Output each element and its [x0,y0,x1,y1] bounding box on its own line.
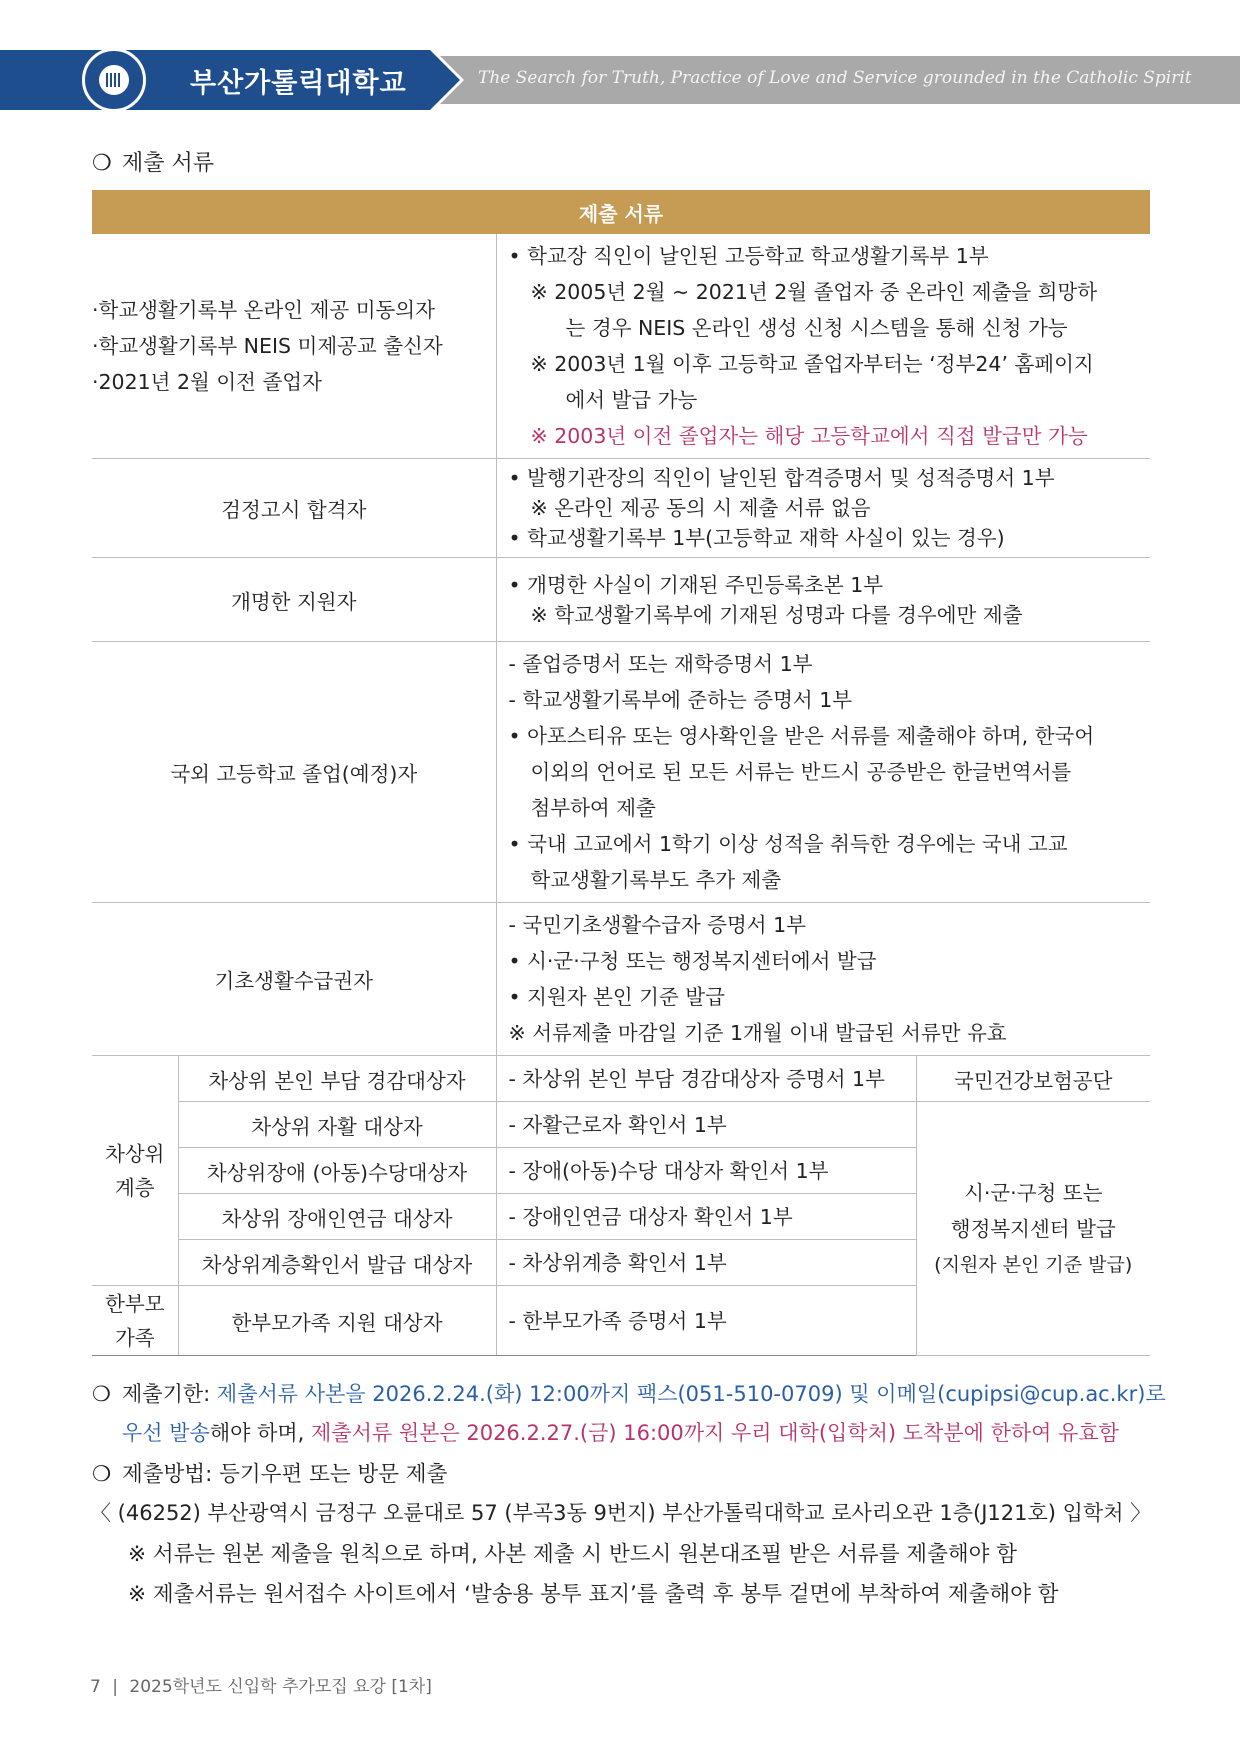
page-number: 7 [90,1677,101,1697]
sub-target: 차상위장애 (아동)수당대상자 [178,1148,496,1194]
circle-bullet-icon: ❍ [92,1462,112,1487]
table-header: 제출 서류 [92,191,1150,234]
sub-target: 차상위 본인 부담 경감대상자 [178,1056,496,1102]
row-docs: • 개명한 사실이 기재된 주민등록초본 1부 ※ 학교생활기록부에 기재된 성명과 다를 경우에만 제출 [496,558,1150,642]
submission-method: ❍ 제출방법: 등기우편 또는 방문 제출 [92,1462,448,1487]
row-target: 기초생활수급권자 [92,903,496,1056]
sub-doc: - 장애(아동)수당 대상자 확인서 1부 [496,1148,916,1194]
row-docs: • 발행기관장의 직인이 날인된 합격증명서 및 성적증명서 1부 ※ 온라인 제공 동의 시 제출 서류 없음 • 학교생활기록부 1부(고등학교 재학 사실이 있는 경우) [496,459,1150,558]
sub-doc: - 자활근로자 확인서 1부 [496,1102,916,1148]
sub-doc: - 차상위계층 확인서 1부 [496,1240,916,1286]
address: 〈 (46252) 부산광역시 금정구 오륜대로 57 (부곡3동 9번지) 부산가톨릭대학교 로사리오관 1층(J121호) 입학처 〉 [90,1501,1152,1525]
table-row [92,903,1150,1056]
sub-target: 한부모가족 지원 대상자 [178,1286,496,1356]
university-slogan: The Search for Truth, Practice of Love and Service grounded in the Catholic Spirit [478,68,1192,88]
note-envelope: ※ 제출서류는 원서접수 사이트에서 ‘발송용 봉투 표지’를 출력 후 봉투 겉면에 부착하여 제출해야 함 [128,1582,1059,1607]
sub-target: 차상위계층확인서 발급 대상자 [178,1240,496,1286]
table-row [92,558,1150,642]
table-row [92,459,1150,558]
circle-bullet-icon: ❍ [92,1382,111,1406]
university-name: 부산가톨릭대학교 [190,68,407,99]
row-target: 국외 고등학교 졸업(예정)자 [92,642,496,903]
university-logo [82,48,146,112]
sub-target: 차상위 자활 대상자 [178,1102,496,1148]
documents-table [92,190,1150,1356]
sub-target: 차상위 장애인연금 대상자 [178,1194,496,1240]
table-header-row [92,191,1150,234]
issuer-local: 시·군·구청 또는 행정복지센터 발급 (지원자 본인 기준 발급) [916,1102,1150,1356]
issuer-nhis: 국민건강보험공단 [916,1056,1150,1102]
row-docs: - 국민기초생활수급자 증명서 1부 • 시·군·구청 또는 행정복지센터에서 발급 • 지원자 본인 기준 발급 ※ 서류제출 마감일 기준 1개월 이내 발급된 서류만 유효 [496,903,1150,1056]
row-target: 검정고시 합격자 [92,459,496,558]
deadline-line-1: ❍ 제출기한: 제출서류 사본을 2026.2.24.(화) 12:00까지 팩스(051-510-0709) 및 이메일(cupipsi@cup.ac.kr)로 [92,1382,1166,1406]
row-target: ·학교생활기록부 온라인 제공 미동의자 ·학교생활기록부 NEIS 미제공교 출신자 ·2021년 2월 이전 졸업자 [92,234,496,459]
section-title: ❍ 제출 서류 [92,151,215,176]
row-docs: • 학교장 직인이 날인된 고등학교 학교생활기록부 1부 ※ 2005년 2월 ~ 2021년 2월 졸업자 중 온라인 제출을 희망하 는 경우 NEIS 온라인 생성 신청 시스템을 통해 신청 가능 ※ 2003년 1월 이후 고등학교 졸업자부터는 ‘정부24’ 홈페이지 에서 발급 가능 ※ 2003년 이전 졸업자는 해당 고등학교에서 직접 발급만 가능 [496,234,1150,459]
footer-separator: | [112,1677,118,1697]
table-row [92,234,1150,459]
sub-doc: - 한부모가족 증명서 1부 [496,1286,916,1356]
circle-bullet-icon: ❍ [92,151,112,176]
group-hanbumo: 한부모 가족 [92,1286,178,1356]
note-original: ※ 서류는 원본 제출을 원칙으로 하며, 사본 제출 시 반드시 원본대조필 받은 서류를 제출해야 함 [128,1542,1017,1567]
page-footer [90,1672,432,1697]
footer-title: 2025학년도 신입학 추가모집 요강 [1차] [129,1677,432,1697]
table-row [92,1102,1150,1148]
table-row [92,1056,1150,1102]
table-row [92,642,1150,903]
sub-doc: - 장애인연금 대상자 확인서 1부 [496,1194,916,1240]
sub-doc: - 차상위 본인 부담 경감대상자 증명서 1부 [496,1056,916,1102]
row-target: 개명한 지원자 [92,558,496,642]
group-chasangwi: 차상위 계층 [92,1056,178,1286]
row-docs: - 졸업증명서 또는 재학증명서 1부 - 학교생활기록부에 준하는 증명서 1부 • 아포스티유 또는 영사확인을 받은 서류를 제출해야 하며, 한국어 이외의 언어로 된 모든 서류는 반드시 공증받은 한글번역서를 첨부하여 제출 • 국내 고교에서 1학기 이상 성적을 취득한 경우에는 국내 고교 학교생활기록부도 추가 제출 [496,642,1150,903]
deadline-line-2: 우선 발송해야 하며, 제출서류 원본은 2026.2.27.(금) 16:00까지 우리 대학(입학처) 도착분에 한하여 유효함 [122,1421,1119,1445]
